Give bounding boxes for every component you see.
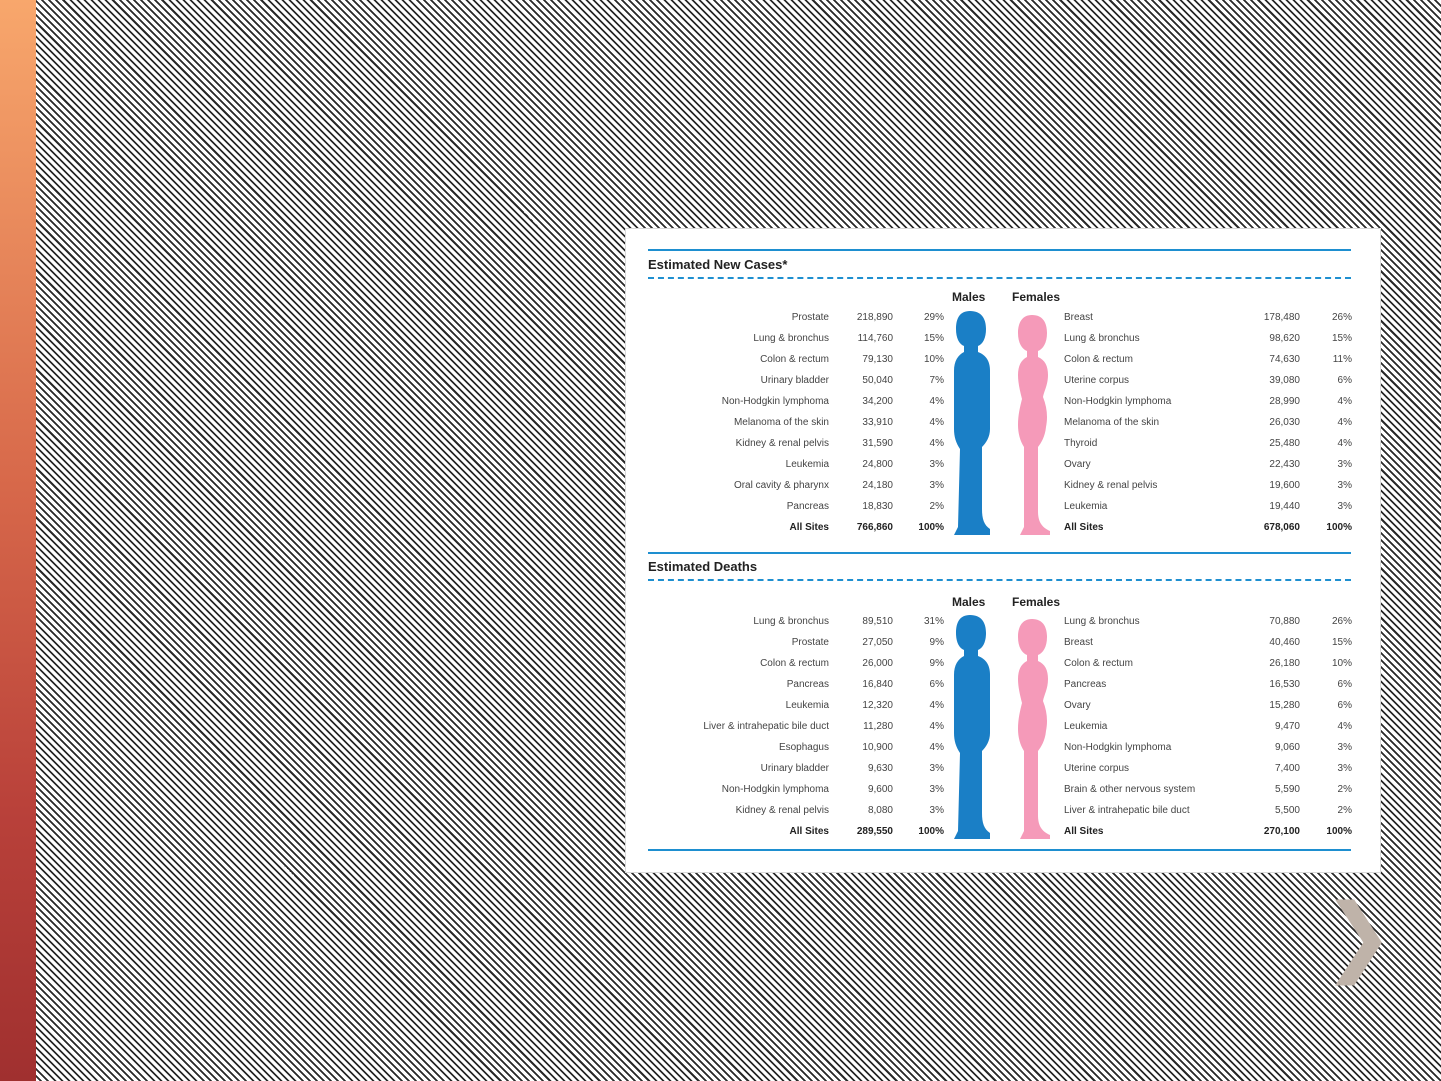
female-percent: 2% <box>1337 805 1352 816</box>
female-percent: 10% <box>1331 658 1352 669</box>
female-percent: 11% <box>1332 354 1352 365</box>
table-row <box>626 655 1382 676</box>
male-site-label: Kidney & renal pelvis <box>735 805 829 816</box>
female-percent: 3% <box>1337 459 1352 470</box>
female-percent: 6% <box>1337 679 1352 690</box>
male-percent: 3% <box>929 805 944 816</box>
male-site-label: Prostate <box>791 312 829 323</box>
female-percent: 26% <box>1331 312 1352 323</box>
female-site-label: Lung & bronchus <box>1064 333 1140 344</box>
female-site-label: Pancreas <box>1064 679 1107 690</box>
male-percent: 10% <box>923 354 944 365</box>
male-percent: 4% <box>929 721 944 732</box>
table-row <box>626 477 1382 498</box>
female-count: 19,440 <box>1269 501 1300 512</box>
female-count: 19,600 <box>1269 480 1300 491</box>
table-row <box>626 393 1382 414</box>
female-total-count: 270,100 <box>1263 826 1300 837</box>
male-percent: 6% <box>929 679 944 690</box>
male-count: 9,600 <box>867 784 893 795</box>
male-percent: 2% <box>929 501 944 512</box>
table-row <box>626 760 1382 781</box>
female-count: 74,630 <box>1269 354 1300 365</box>
female-count: 5,500 <box>1274 805 1300 816</box>
female-site-label: Kidney & renal pelvis <box>1064 480 1158 491</box>
female-site-label: Ovary <box>1064 700 1091 711</box>
male-count: 33,910 <box>862 417 893 428</box>
next-slide-chevron-icon[interactable]: ❯ <box>1322 886 1395 986</box>
female-site-label: Non-Hodgkin lymphoma <box>1064 396 1172 407</box>
female-percent: 26% <box>1331 616 1352 627</box>
males-header: Males <box>952 290 986 304</box>
section-dashed-rule <box>648 277 1351 279</box>
table-row <box>626 351 1382 372</box>
male-count: 24,180 <box>862 480 893 491</box>
female-percent: 4% <box>1337 417 1352 428</box>
male-site-label: Non-Hodgkin lymphoma <box>721 784 829 795</box>
male-count: 10,900 <box>862 742 893 753</box>
male-percent: 4% <box>929 438 944 449</box>
male-count: 16,840 <box>862 679 893 690</box>
male-total-label: All Sites <box>789 826 829 837</box>
male-site-label: Esophagus <box>778 742 829 753</box>
female-count: 25,480 <box>1269 438 1300 449</box>
total-row <box>626 519 1382 540</box>
male-count: 24,800 <box>862 459 893 470</box>
female-site-label: Uterine corpus <box>1064 375 1130 386</box>
female-count: 70,880 <box>1269 616 1300 627</box>
male-total-label: All Sites <box>789 522 829 533</box>
table-row <box>626 781 1382 802</box>
male-count: 27,050 <box>862 637 893 648</box>
female-site-label: Leukemia <box>1064 501 1108 512</box>
male-count: 79,130 <box>862 354 893 365</box>
total-row <box>626 823 1382 844</box>
male-site-label: Pancreas <box>786 679 829 690</box>
female-site-label: Colon & rectum <box>1064 354 1133 365</box>
male-percent: 4% <box>929 700 944 711</box>
male-count: 8,080 <box>867 805 893 816</box>
male-count: 89,510 <box>862 616 893 627</box>
female-count: 26,030 <box>1269 417 1300 428</box>
table-row <box>626 498 1382 519</box>
female-percent: 4% <box>1337 396 1352 407</box>
female-total-count: 678,060 <box>1263 522 1300 533</box>
male-site-label: Oral cavity & pharynx <box>733 480 829 491</box>
females-header: Females <box>1012 595 1061 609</box>
table-row <box>626 802 1382 823</box>
male-percent: 9% <box>929 658 944 669</box>
table-row <box>626 330 1382 351</box>
table-row <box>626 309 1382 330</box>
female-percent: 15% <box>1331 333 1352 344</box>
male-site-label: Colon & rectum <box>760 354 829 365</box>
female-percent: 3% <box>1337 763 1352 774</box>
male-site-label: Leukemia <box>785 459 829 470</box>
male-percent: 4% <box>929 396 944 407</box>
male-site-label: Lung & bronchus <box>753 616 829 627</box>
female-count: 15,280 <box>1269 700 1300 711</box>
female-count: 7,400 <box>1274 763 1300 774</box>
male-site-label: Non-Hodgkin lymphoma <box>721 396 829 407</box>
male-percent: 15% <box>923 333 944 344</box>
female-site-label: Breast <box>1064 312 1093 323</box>
table-row <box>626 739 1382 760</box>
section-top-rule <box>648 552 1351 554</box>
female-percent: 6% <box>1337 700 1352 711</box>
male-site-label: Urinary bladder <box>760 375 829 386</box>
table-row <box>626 634 1382 655</box>
male-count: 12,320 <box>862 700 893 711</box>
male-total-count: 766,860 <box>856 522 893 533</box>
section-title: Estimated New Cases* <box>648 257 788 272</box>
male-site-label: Liver & intrahepatic bile duct <box>703 721 829 732</box>
male-percent: 3% <box>929 480 944 491</box>
female-site-label: Uterine corpus <box>1064 763 1130 774</box>
female-percent: 4% <box>1337 721 1352 732</box>
section-bottom-rule <box>648 849 1351 851</box>
male-count: 218,890 <box>856 312 893 323</box>
female-total-percent: 100% <box>1326 826 1352 837</box>
section-title: Estimated Deaths <box>648 559 758 574</box>
female-count: 16,530 <box>1269 679 1300 690</box>
male-count: 26,000 <box>862 658 893 669</box>
table-row <box>626 718 1382 739</box>
male-percent: 7% <box>929 375 944 386</box>
female-total-label: All Sites <box>1064 826 1104 837</box>
female-percent: 3% <box>1337 501 1352 512</box>
male-percent: 3% <box>929 763 944 774</box>
female-percent: 3% <box>1337 480 1352 491</box>
female-count: 28,990 <box>1269 396 1300 407</box>
female-count: 39,080 <box>1269 375 1300 386</box>
male-count: 31,590 <box>862 438 893 449</box>
female-percent: 6% <box>1337 375 1352 386</box>
male-count: 11,280 <box>863 721 893 732</box>
female-total-percent: 100% <box>1326 522 1352 533</box>
male-site-label: Lung & bronchus <box>753 333 829 344</box>
male-total-percent: 100% <box>918 522 944 533</box>
side-accent-bar <box>0 0 36 1081</box>
female-site-label: Lung & bronchus <box>1064 616 1140 627</box>
female-count: 5,590 <box>1274 784 1300 795</box>
male-percent: 3% <box>929 784 944 795</box>
section-new-cases <box>626 229 1382 547</box>
male-site-label: Kidney & renal pelvis <box>735 438 829 449</box>
section-deaths <box>626 547 1382 874</box>
female-count: 9,060 <box>1274 742 1300 753</box>
table-row <box>626 372 1382 393</box>
female-site-label: Thyroid <box>1064 438 1098 449</box>
male-site-label: Melanoma of the skin <box>733 417 829 428</box>
female-site-label: Liver & intrahepatic bile duct <box>1064 805 1190 816</box>
male-count: 18,830 <box>862 501 893 512</box>
female-percent: 2% <box>1337 784 1352 795</box>
male-total-count: 289,550 <box>856 826 893 837</box>
male-percent: 4% <box>929 742 944 753</box>
table-row <box>626 414 1382 435</box>
females-header: Females <box>1012 290 1061 304</box>
section-top-rule <box>648 249 1351 251</box>
female-percent: 4% <box>1337 438 1352 449</box>
female-count: 26,180 <box>1269 658 1300 669</box>
female-count: 98,620 <box>1269 333 1300 344</box>
cancer-statistics-figure <box>625 228 1381 873</box>
female-percent: 15% <box>1331 637 1352 648</box>
table-row <box>626 697 1382 718</box>
female-total-label: All Sites <box>1064 522 1104 533</box>
male-total-percent: 100% <box>918 826 944 837</box>
female-percent: 3% <box>1337 742 1352 753</box>
male-site-label: Prostate <box>791 637 829 648</box>
male-count: 9,630 <box>867 763 893 774</box>
male-site-label: Leukemia <box>785 700 829 711</box>
female-count: 178,480 <box>1263 312 1300 323</box>
table-row <box>626 676 1382 697</box>
males-header: Males <box>952 595 986 609</box>
table-row <box>626 613 1382 634</box>
female-count: 22,430 <box>1269 459 1300 470</box>
female-site-label: Colon & rectum <box>1064 658 1133 669</box>
male-count: 50,040 <box>862 375 893 386</box>
table-row <box>626 435 1382 456</box>
table-row <box>626 456 1382 477</box>
male-percent: 31% <box>923 616 944 627</box>
female-site-label: Melanoma of the skin <box>1064 417 1160 428</box>
male-percent: 29% <box>923 312 944 323</box>
female-site-label: Breast <box>1064 637 1093 648</box>
male-percent: 9% <box>929 637 944 648</box>
male-count: 114,760 <box>857 333 893 344</box>
female-count: 9,470 <box>1274 721 1300 732</box>
female-site-label: Ovary <box>1064 459 1091 470</box>
female-count: 40,460 <box>1269 637 1300 648</box>
male-site-label: Colon & rectum <box>760 658 829 669</box>
section-dashed-rule <box>648 579 1351 581</box>
female-site-label: Brain & other nervous system <box>1064 784 1196 795</box>
female-site-label: Non-Hodgkin lymphoma <box>1064 742 1172 753</box>
female-site-label: Leukemia <box>1064 721 1108 732</box>
male-site-label: Urinary bladder <box>760 763 829 774</box>
male-count: 34,200 <box>862 396 893 407</box>
male-percent: 4% <box>929 417 944 428</box>
male-site-label: Pancreas <box>786 501 829 512</box>
male-percent: 3% <box>929 459 944 470</box>
